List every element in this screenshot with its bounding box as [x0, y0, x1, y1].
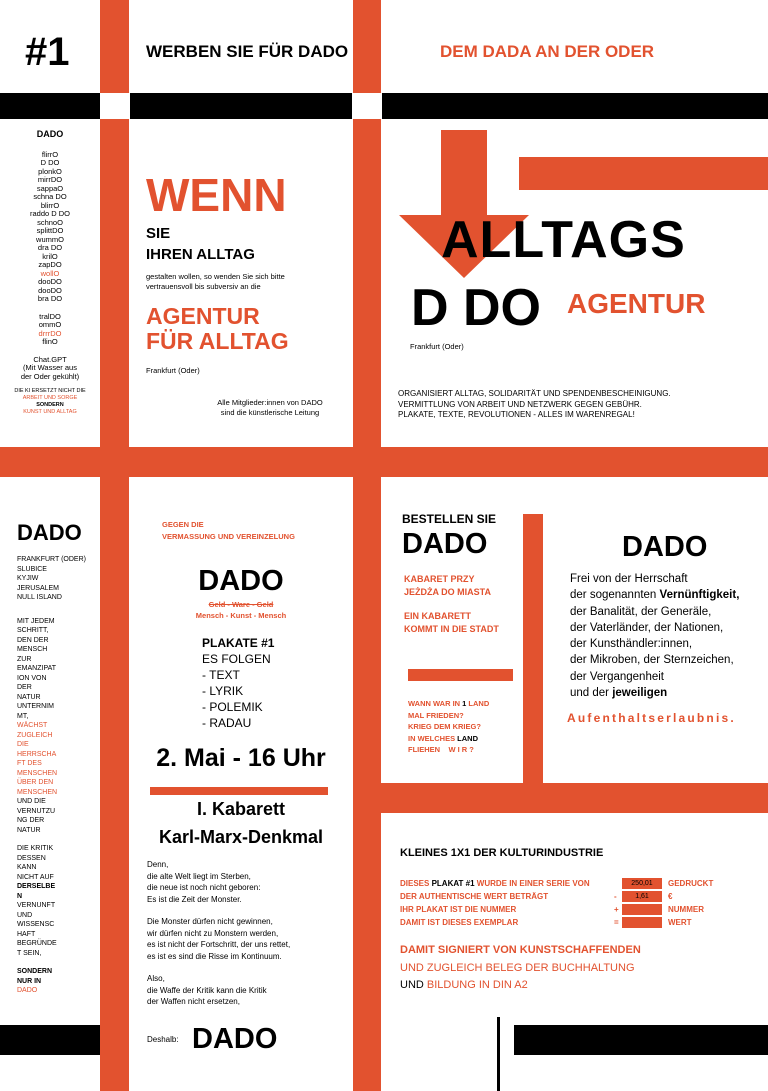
quote-line: wir dürfen nicht zu Monstern werden, [147, 928, 279, 938]
alltags-desc-line: PLAKATE, TEXTE, REVOLUTIONEN - ALLES IM WARENREGAL! [398, 410, 635, 419]
col-a-line: NG DER [17, 817, 45, 824]
members-note [200, 398, 340, 418]
dado-word: ommO [38, 320, 62, 329]
frei-part: der sogenannten [570, 589, 660, 602]
place-name: JERUSALEM [17, 584, 60, 592]
kabarett-line: EIN KABARETT [404, 611, 471, 621]
dado-word: dooDO [38, 277, 62, 286]
row-text: WURDE IN EINER SERIE VON [474, 879, 590, 888]
dado-word: plonkO [38, 166, 62, 176]
orange-horizontal-block [519, 157, 768, 190]
frei-line: der Vaterländer, der Nationen, [570, 621, 724, 634]
bildung-line [400, 979, 528, 991]
col-a-line: BEGRÜNDE [17, 940, 57, 947]
row-text: IHR PLAKAT IST DIE NUMMER [400, 905, 517, 914]
bar-gap [100, 93, 130, 119]
alltags-headline: ALLTAGS [441, 211, 686, 269]
dado-word: zapDO [38, 260, 62, 269]
left-column-top [0, 130, 100, 416]
quote-line: Denn, [147, 860, 169, 869]
row-unit: WERT [668, 918, 692, 927]
dado-word: schnoO [37, 217, 63, 227]
place-name: SLUBICE [17, 565, 47, 573]
wenn-headline: WENN [146, 169, 287, 221]
gegen-note [162, 519, 295, 543]
row-text: PLAKAT #1 [431, 879, 475, 888]
frei-part: jeweiligen [612, 687, 668, 700]
bildung-part: BILDUNG IN DIN A2 [426, 979, 528, 991]
col-a-text [17, 555, 97, 996]
row-text: DIESES [400, 879, 432, 888]
quote-block [147, 859, 290, 1008]
q-line: KRIEG DEM KRIEG? [408, 722, 481, 731]
plakate-heading: PLAKATE #1 [202, 636, 275, 650]
dado-word: dra DO [37, 243, 63, 252]
frei-line: der Vergangenheit [570, 670, 664, 683]
ki-line: KUNST UND ALLTAG [23, 409, 77, 415]
col-a-line: UND [17, 911, 33, 919]
kabaret-line: KABARET PRZY [404, 574, 475, 584]
dado-word: mirrDO [37, 175, 63, 184]
col-a-line: ZUR [17, 655, 32, 663]
row-value-box: 250,01 [622, 878, 662, 889]
row-operator: + [614, 905, 619, 914]
kultur-row [400, 916, 760, 929]
kabarett-title: I. Kabarett [196, 799, 286, 819]
plakate-item: - TEXT [202, 668, 240, 682]
dado-word: flirrO [41, 149, 59, 159]
dado-word: flinO [42, 337, 58, 346]
col-a-line: T SEIN, [17, 949, 42, 957]
col-a-line: DIE KRITIK [17, 845, 54, 852]
row-text: DER AUTHENTISCHE WERT BETRÄGT [400, 892, 549, 901]
row-value-box [622, 904, 662, 915]
geld-ware-geld: Geld - Ware - Geld [208, 600, 274, 609]
agentur-line: AGENTUR [146, 303, 260, 329]
col-a-line: MIT JEDEM [17, 617, 55, 625]
dado-word: bra DO [37, 294, 63, 303]
quote-line: die neue ist noch nicht geboren: [147, 883, 261, 892]
quote-line: der Waffen nicht ersetzen, [147, 997, 240, 1006]
kabaret-przy [404, 573, 491, 599]
alltags-place: Frankfurt (Oder) [410, 342, 464, 351]
col-a-line: DER [17, 684, 32, 691]
dado-word: drrrDO [38, 328, 62, 338]
q-part: W I R ? [448, 745, 474, 754]
frei-line: Frei von der Herrschaft [570, 573, 688, 585]
col-a-line: NATUR [17, 826, 41, 834]
members-line: Alle Mitglieder:innen von DADO [217, 398, 323, 407]
col-a-line: UND DIE [17, 798, 46, 805]
col-a-line: MENSCH [17, 646, 48, 653]
dado-word: schna DO [33, 192, 67, 201]
col-a-line: NATUR [17, 693, 41, 701]
dado-word: wummO [36, 234, 64, 244]
dado-word: splittDO [36, 226, 64, 235]
frei-line: der Mikroben, der Sternzeichen, [570, 654, 734, 667]
dado-word: wollO [40, 268, 60, 278]
col-a-line: DERSELBE [17, 883, 56, 890]
plakate-item: - LYRIK [202, 684, 244, 698]
col-a-line: ION VON [17, 674, 47, 682]
bottom-black-bar [0, 1025, 100, 1055]
col-b-title: DADO [198, 565, 284, 597]
alltags-desc-line: VERMITTLUNG VON ARBEIT UND NETZWERK GEGEN GEBÜHR. [398, 399, 642, 409]
chatgpt-label: Chat.GPT [33, 354, 67, 364]
event-date: 2. Mai - 16 Uhr [156, 744, 326, 772]
kultur-table [400, 877, 760, 929]
mensch-kunst-mensch: Mensch - Kunst - Mensch [195, 611, 287, 620]
signiert-line: DAMIT SIGNIERT VON KUNSTSCHAFFENDEN [400, 944, 641, 956]
dado-word: sappaO [36, 183, 64, 193]
deshalb-dado: DADO [192, 1023, 278, 1055]
col-a-line: NUR IN [17, 977, 42, 985]
col-a-line: HAFT [17, 930, 36, 938]
col-a-line: NICHT AUF [17, 873, 54, 881]
col-a-line: ÜBER DEN [17, 779, 54, 786]
gegen-line: VERMASSUNG UND VEREINZELUNG [162, 532, 295, 541]
kabarett-line: KOMMT IN DIE STADT [404, 624, 499, 634]
col-a-line: HERRSCHA [17, 750, 57, 758]
row-unit: NUMMER [668, 905, 704, 914]
dado-word: tralDO [39, 311, 61, 321]
bottom-black-bar [514, 1025, 768, 1055]
chatgpt-note: (Mit Wasser aus [23, 363, 77, 372]
frei-part: Vernünftigkeit, [659, 589, 740, 602]
wenn-ihren-alltag: IHREN ALLTAG [146, 246, 255, 263]
col-c-title: DADO [402, 528, 488, 560]
orange-vertical-bar [353, 119, 381, 1091]
ki-line: DIE KI ERSETZT NICHT DIE [14, 388, 86, 394]
col-a-line: WISSENSC [17, 921, 55, 928]
place-name: NULL ISLAND [17, 594, 62, 601]
col-a-title: DADO [17, 520, 82, 545]
col-a-line: MENSCHEN [17, 769, 58, 777]
row-text: DAMIT IST DIESES EXEMPLAR [400, 918, 519, 927]
dado-word: krilO [42, 251, 58, 261]
deshalb-label: Deshalb: [147, 1035, 179, 1044]
orange-vertical-bar [353, 0, 381, 93]
frei-part: und der [570, 687, 613, 700]
col-a-line: WÄCHST [17, 722, 48, 729]
wenn-place: Frankfurt (Oder) [146, 366, 200, 375]
quote-line: Die Monster dürfen nicht gewinnen, [147, 917, 273, 926]
wenn-body-line: vertrauensvoll bis subversiv an die [146, 282, 261, 291]
q-part: 1 [462, 699, 467, 708]
alltags-dado: D DO [411, 279, 541, 337]
orange-vertical-bar [100, 0, 129, 93]
quote-line: die alte Welt liegt im Sterben, [147, 871, 251, 881]
col-a-line: FT DES [17, 760, 42, 767]
quote-line: es ist es sind die Risse im Kontinuum. [147, 951, 282, 961]
q-line: MAL FRIEDEN? [408, 710, 464, 720]
quote-line: die Waffe der Kritik kann die Kritik [147, 985, 267, 995]
col-a-line: DADO [17, 987, 38, 994]
frei-line: der Banalität, der Generäle, [570, 605, 712, 618]
col-a-line: DIE [17, 741, 29, 748]
beleg-line: UND ZUGLEICH BELEG DER BUCHHALTUNG [400, 962, 635, 974]
gegen-line: GEGEN DIE [162, 520, 204, 529]
orange-vertical-bar [100, 119, 129, 1091]
orange-small-bar [150, 787, 328, 795]
col-a-line: DESSEN [17, 854, 46, 862]
black-thin-line [497, 1017, 500, 1091]
col-a-line: VERNUNFT [17, 902, 56, 909]
aufenthaltserlaubnis: Aufenthaltserlaubnis. [567, 711, 736, 725]
wenn-sie: SIE [146, 225, 171, 242]
dado-word: dooDO [38, 285, 62, 295]
row-operator: = [614, 918, 619, 927]
dado-word: D DO [40, 158, 60, 167]
alltags-description [398, 389, 671, 421]
kultur-title: KLEINES 1X1 DER KULTURINDUSTRIE [400, 847, 604, 859]
header-title: WERBEN SIE FÜR DADO [146, 42, 349, 61]
q-part: LAND [457, 733, 479, 743]
kultur-row [400, 903, 760, 916]
bar-gap [352, 93, 382, 119]
plakate-item: - POLEMIK [202, 700, 263, 714]
kultur-row [400, 890, 760, 903]
alltags-agentur: AGENTUR [567, 288, 706, 319]
wenn-body [146, 272, 285, 292]
wann-frieden-block [408, 698, 489, 756]
quote-line: Es ist die Zeit der Monster. [147, 894, 242, 904]
col-a-line: ZUGLEICH [17, 731, 53, 739]
q-part: WANN WAR IN [408, 699, 463, 708]
col-a-line: SCHRITT, [17, 627, 49, 634]
wenn-body-line: gestalten wollen, so wenden Sie sich bitte [146, 272, 285, 281]
col-d-title: DADO [622, 531, 708, 563]
col-a-line: KANN [17, 864, 37, 871]
orange-vertical-bar-small [523, 514, 543, 783]
col-a-line: EMANZIPAT [17, 665, 57, 672]
col-a-line: VERNUTZU [17, 807, 56, 815]
row-value-box: 1,61 [622, 891, 662, 902]
agentur-fuer-alltag [146, 304, 289, 354]
members-line: sind die künstlerische Leitung [220, 408, 320, 417]
agentur-line: FÜR ALLTAG [146, 328, 289, 354]
kultur-row [400, 877, 760, 890]
col-a-line: MENSCHEN [17, 788, 58, 796]
row-unit: GEDRUCKT [668, 879, 714, 888]
header-subtitle: DEM DADA AN DER ODER [440, 42, 655, 61]
plakate-item: - RADAU [202, 716, 252, 730]
col-a-line: N [17, 892, 23, 900]
ein-kabarett [404, 610, 499, 636]
ki-line: ARBEIT UND SORGE [22, 395, 78, 401]
q-part: FLIEHEN [408, 745, 443, 754]
kabarett-location: Karl-Marx-Denkmal [158, 827, 324, 847]
dado-word: raddo D DO [29, 209, 71, 218]
frei-von-text [570, 571, 739, 701]
frei-line: der Kunsthändler:innen, [570, 638, 693, 651]
chatgpt-note: der Oder gekühlt) [20, 371, 80, 381]
row-value-box [622, 917, 662, 928]
place-name: KYJIW [17, 575, 39, 582]
plakate-list [202, 635, 274, 731]
col-a-line: SONDERN [17, 968, 53, 975]
row-operator: - [614, 892, 617, 901]
col-a-line: UNTERNIM [17, 703, 54, 710]
orange-horizontal-bar [0, 447, 768, 477]
kabaret-line: JEŻDŻA DO MIASTA [404, 587, 491, 597]
col-a-line: MT, [17, 712, 29, 720]
alltags-desc-line: ORGANISIERT ALLTAG, SOLIDARITÄT UND SPENDENBESCHEINIGUNG. [398, 389, 671, 398]
q-part: LAND [466, 699, 490, 708]
left-column-title: DADO [36, 129, 64, 139]
orange-horizontal-bar [381, 783, 768, 813]
col-a-line: DEN DER [17, 636, 49, 644]
q-part: IN WELCHES [408, 733, 458, 743]
bestellen-label: BESTELLEN SIE [402, 512, 497, 526]
plakate-item: ES FOLGEN [202, 652, 271, 666]
place-name: FRANKFURT (ODER) [17, 556, 86, 563]
orange-small-bar [408, 669, 513, 681]
dado-word: blirrO [40, 200, 60, 210]
poster-number: #1 [25, 30, 70, 74]
ki-line: SONDERN [36, 402, 64, 408]
row-unit: € [668, 892, 673, 901]
quote-line: Also, [147, 974, 165, 983]
bildung-part: UND [400, 979, 427, 991]
quote-line: es ist nicht der Fortschritt, der uns rettet, [147, 940, 291, 949]
